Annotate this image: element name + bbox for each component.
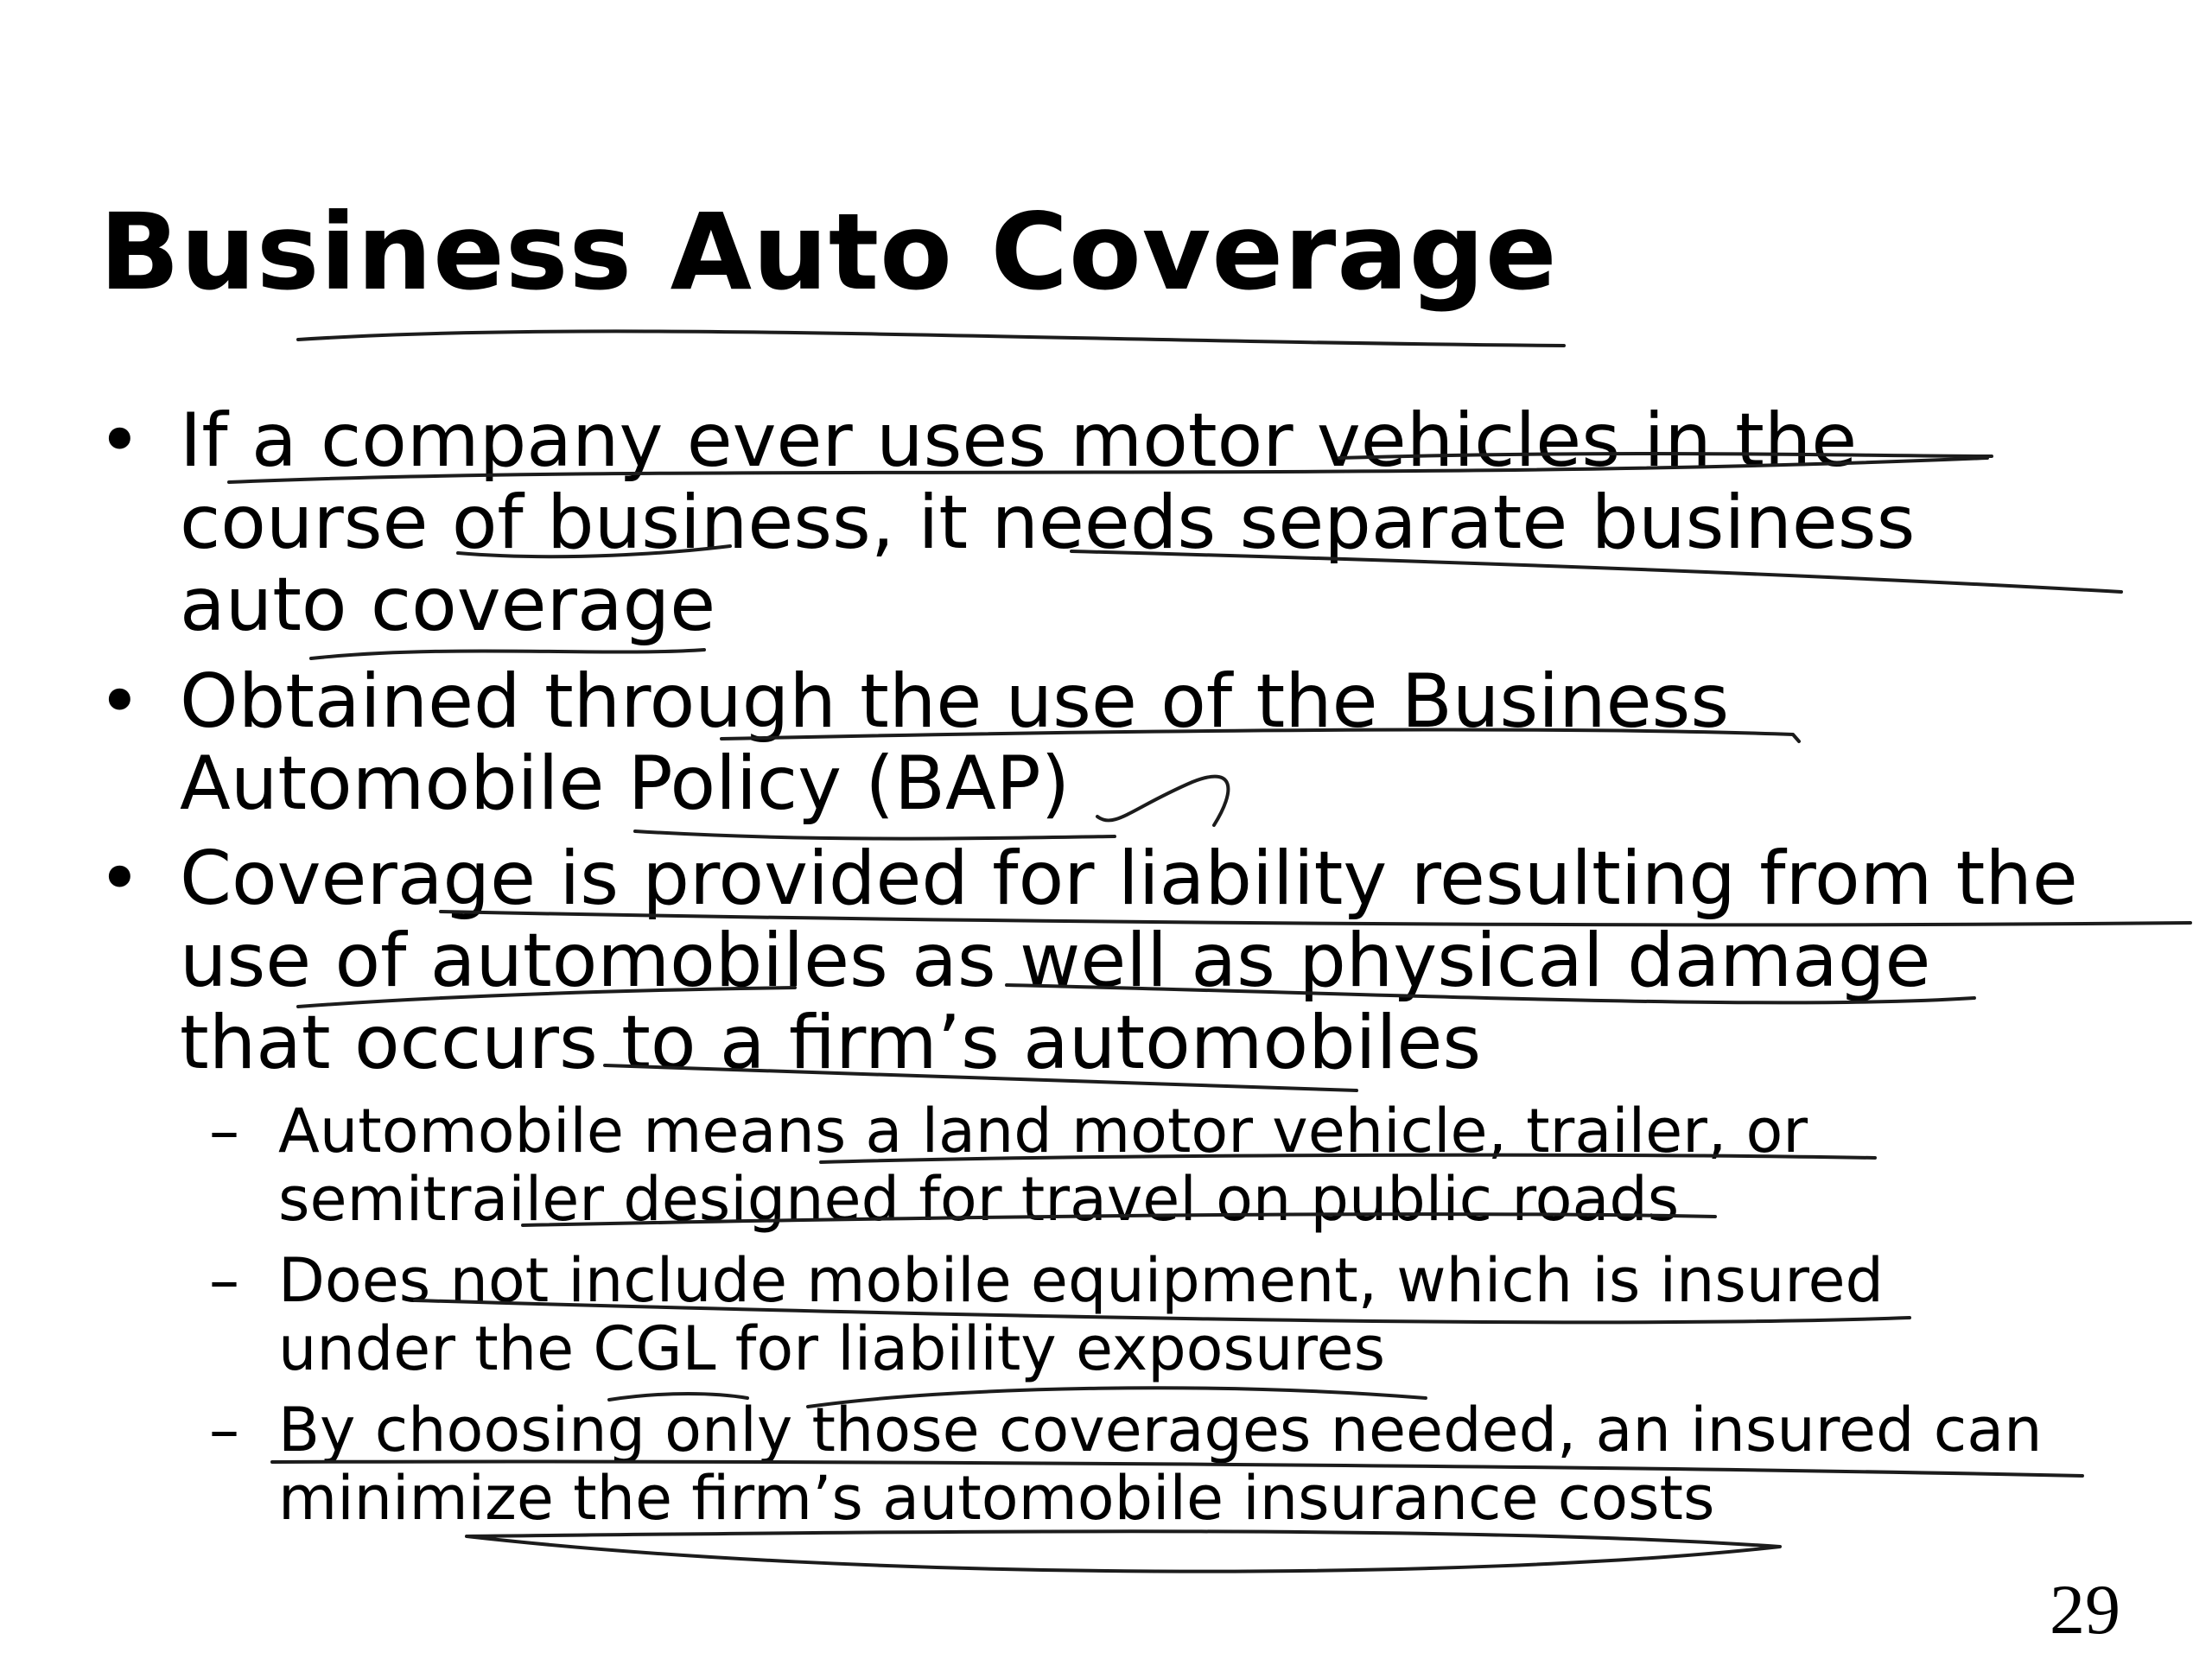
slide-title: Business Auto Coverage — [99, 191, 1558, 314]
bullet-marker: • — [98, 836, 142, 922]
sub-bullet-item-3 — [209, 1395, 2188, 1534]
sub-bullet-line: semitrailer designed for travel on public roads — [278, 1164, 1680, 1235]
bullet-line: Obtained through the use of the Business — [180, 658, 1730, 745]
sub-bullet-item-2 — [209, 1245, 2188, 1384]
bullet-line: course of business, it needs separate business — [180, 480, 1916, 566]
sub-bullet-marker: – — [209, 1096, 239, 1166]
bullet-line: Automobile Policy (BAP) — [180, 741, 1071, 827]
bullet-marker: • — [98, 397, 142, 484]
bullet-marker: • — [98, 658, 142, 745]
page-number: 29 — [2050, 1570, 2120, 1649]
bullet-line: that occurs to a firm’s automobiles — [180, 1000, 1482, 1086]
sub-bullet-line: minimize the firm’s automobile insurance costs — [278, 1463, 1715, 1534]
sub-bullet-marker: – — [209, 1395, 239, 1465]
sub-bullet-line: By choosing only those coverages needed, an insured can — [278, 1395, 2043, 1465]
bullet-line: use of automobiles as well as physical damage — [180, 918, 1931, 1004]
bullet-line: Coverage is provided for liability resulting from the — [180, 836, 2078, 922]
sub-bullet-marker: – — [209, 1245, 239, 1316]
bullet-line: auto coverage — [180, 562, 716, 648]
bullet-item-1 — [98, 397, 2193, 648]
sub-bullet-line: Automobile means a land motor vehicle, trailer, or — [278, 1096, 1808, 1166]
sub-bullet-line: Does not include mobile equipment, which is insured — [278, 1245, 1884, 1316]
bullet-item-3 — [98, 836, 2193, 1086]
bullet-item-2 — [98, 658, 2193, 827]
bullet-line: If a company ever uses motor vehicles in the — [180, 397, 1858, 484]
sub-bullet-item-1 — [209, 1096, 2188, 1235]
sub-bullet-line: under the CGL for liability exposures — [278, 1313, 1386, 1384]
